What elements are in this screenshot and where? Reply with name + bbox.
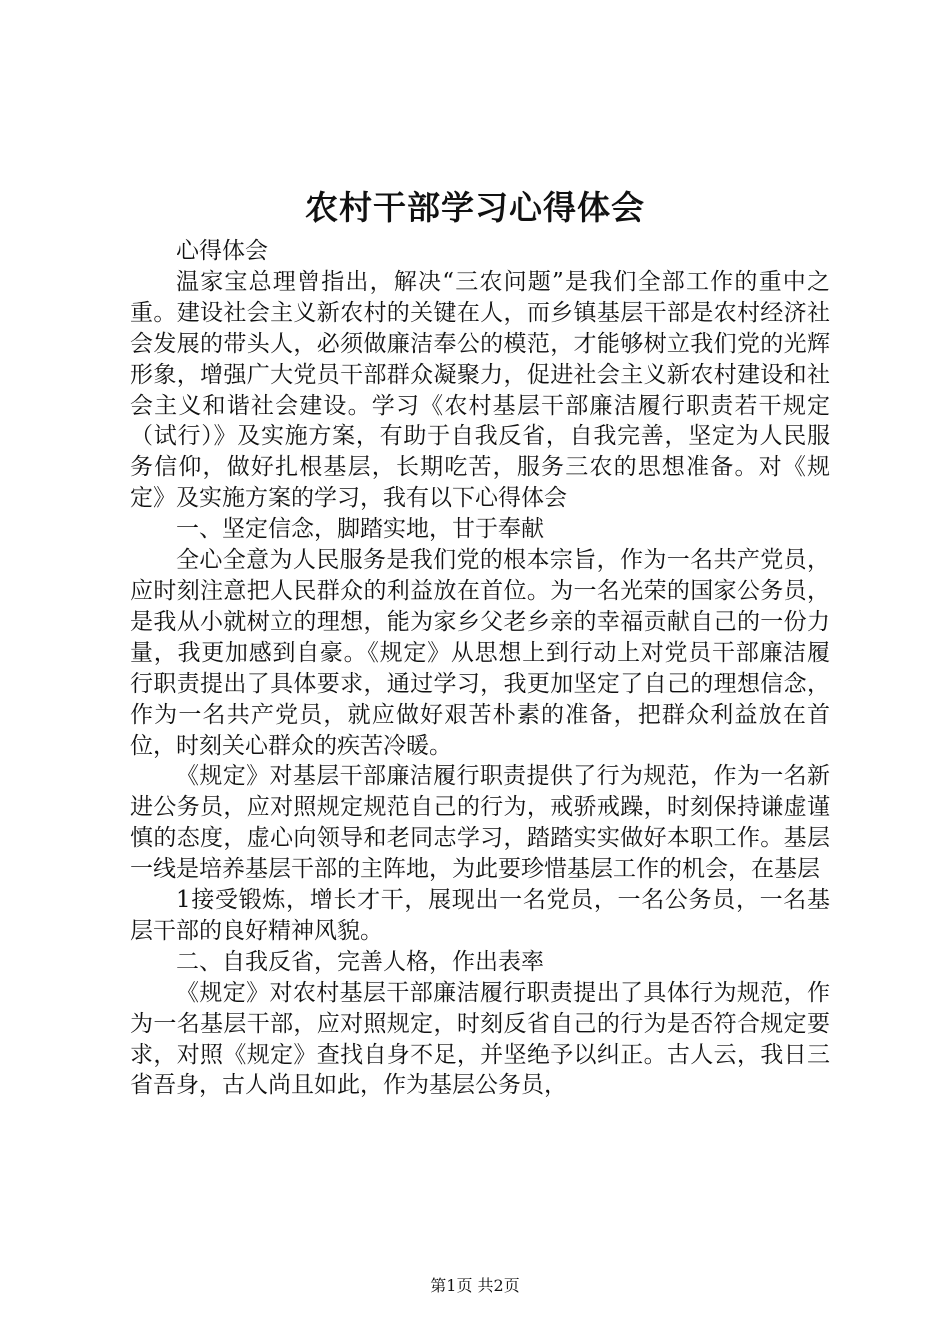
document-body xyxy=(130,236,830,1101)
paragraph: 温家宝总理曾指出，解决“三农问题”是我们全部工作的重中之重。建设社会主义新农村的关键在人，而乡镇基层干部是农村经济社会发展的带头人，必须做廉洁奉公的模范，才能够树立我们党的光辉形象，增强广大党员干部群众凝聚力，促进社会主义新农村建设和社会主义和谐社会建设。学习《农村基层干部廉洁履行职责若干规定（试行）》及实施方案，有助于自我反省，自我完善，坚定为人民服务信仰，做好扎根基层，长期吃苦，服务三农的思想准备。对《规定》及实施方案的学习，我有以下心得体会 xyxy=(130,268,830,512)
paragraph: 全心全意为人民服务是我们党的根本宗旨，作为一名共产党员，应时刻注意把人民群众的利益放在首位。为一名光荣的国家公务员，是我从小就树立的理想，能为家乡父老乡亲的幸福贡献自己的一份力量，我更加感到自豪。《规定》从思想上到行动上对党员干部廉洁履行职责提出了具体要求，通过学习，我更加坚定了自己的理想信念，作为一名共产党员，就应做好艰苦朴素的准备，把群众利益放在首位，时刻关心群众的疾苦冷暖。 xyxy=(130,547,830,759)
paragraph: 1接受锻炼，增长才干，展现出一名党员，一名公务员，一名基层干部的良好精神风貌。 xyxy=(130,887,830,944)
paragraph: 《规定》对农村基层干部廉洁履行职责提出了具体行为规范，作为一名基层干部，应对照规定，时刻反省自己的行为是否符合规定要求，对照《规定》查找自身不足，并坚绝予以纠正。古人云，我日三省吾身，古人尚且如此，作为基层公务员， xyxy=(130,979,830,1099)
paragraph: 《规定》对基层干部廉洁履行职责提供了行为规范，作为一名新进公务员，应对照规定规范自己的行为，戒骄戒躁，时刻保持谦虚谨慎的态度，虚心向领导和老同志学习，踏踏实实做好本职工作。基层一线是培养基层干部的主阵地，为此要珍惜基层工作的机会，在基层 xyxy=(130,763,830,883)
section-heading: 二、自我反省，完善人格，作出表率 xyxy=(176,948,544,975)
document-title: 农村干部学习心得体会 xyxy=(305,188,645,227)
paragraph: 心得体会 xyxy=(176,238,268,264)
page-footer: 第1页 共2页 xyxy=(430,1276,520,1295)
section-heading: 一、坚定信念，脚踏实地，甘于奉献 xyxy=(176,516,544,543)
